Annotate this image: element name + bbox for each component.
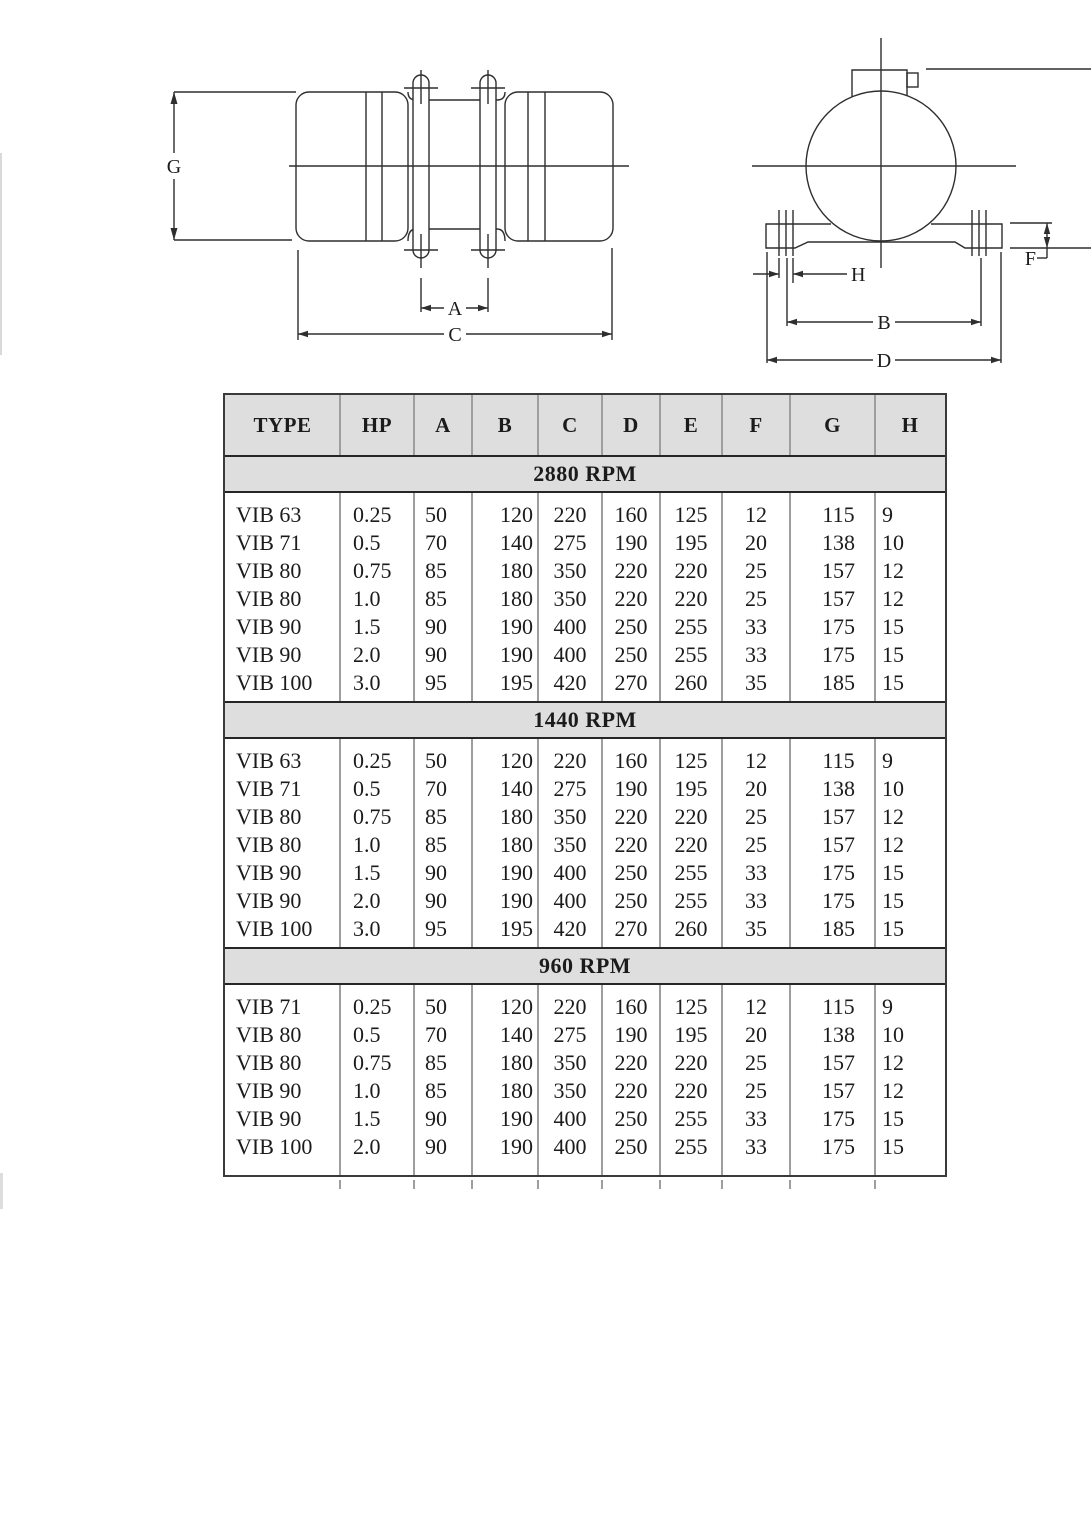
table-cell: 400 <box>553 1134 587 1159</box>
dimension-D <box>767 252 1001 363</box>
table-cell: 120 <box>500 994 533 1019</box>
table-cell: 220 <box>674 558 708 583</box>
table-cell: 195 <box>674 530 708 555</box>
technical-drawing <box>0 0 1091 390</box>
table-row <box>225 915 945 943</box>
dim-label-a: A <box>447 298 463 320</box>
table-cell: 250 <box>614 614 648 639</box>
table-cell: 85 <box>425 804 447 829</box>
table-cell: 160 <box>614 748 648 773</box>
table-cell: 190 <box>614 776 648 801</box>
column-header-e: E <box>683 412 699 437</box>
dim-label-d: D <box>876 350 892 372</box>
scan-edge-artifact <box>0 153 2 355</box>
table-cell: 50 <box>425 502 447 527</box>
column-header-type: TYPE <box>253 412 312 437</box>
table-cell: 12 <box>745 748 767 773</box>
table-cell: 255 <box>674 1134 708 1159</box>
table-row <box>225 803 945 831</box>
table-cell: 400 <box>553 888 587 913</box>
table-cell: 185 <box>822 670 855 695</box>
table-cell: 12 <box>882 1078 904 1103</box>
table-cell: 1.5 <box>353 1106 381 1131</box>
table-cell: 85 <box>425 558 447 583</box>
column-line-tails <box>225 1180 945 1189</box>
dim-label-c: C <box>448 324 462 346</box>
table-cell: 0.75 <box>353 558 392 583</box>
table-cell: 220 <box>553 502 587 527</box>
table-row <box>225 859 945 887</box>
table-cell: 195 <box>500 670 533 695</box>
table-cell: 275 <box>553 530 587 555</box>
table-cell: VIB 90 <box>236 614 302 639</box>
dimension-F <box>1010 223 1091 258</box>
table-cell: 180 <box>500 1050 533 1075</box>
column-header-a: A <box>435 412 451 437</box>
table-cell: 15 <box>882 642 904 667</box>
table-cell: 270 <box>614 916 648 941</box>
section-band-rpm: 1440 RPM <box>225 701 945 739</box>
motor-side-view <box>174 70 629 340</box>
table-row <box>225 1133 945 1161</box>
table-cell: VIB 100 <box>236 670 313 695</box>
table-cell: 190 <box>500 860 533 885</box>
table-cell: 10 <box>882 530 904 555</box>
column-header-h: H <box>901 412 919 437</box>
section-band-rpm: 960 RPM <box>225 947 945 985</box>
table-cell: 25 <box>745 832 767 857</box>
table-cell: 90 <box>425 614 447 639</box>
table-cell: 255 <box>674 1106 708 1131</box>
motor-end-view <box>752 38 1091 363</box>
section-rows <box>225 493 945 701</box>
table-cell: VIB 63 <box>236 748 302 773</box>
table-row <box>225 585 945 613</box>
table-cell: 9 <box>882 748 893 773</box>
table-cell: 255 <box>674 614 708 639</box>
table-cell: 12 <box>745 502 767 527</box>
cable-gland <box>907 73 918 87</box>
table-cell: VIB 63 <box>236 502 302 527</box>
table-cell: 35 <box>745 670 767 695</box>
table-cell: VIB 71 <box>236 530 302 555</box>
table-cell: VIB 80 <box>236 1050 302 1075</box>
table-row <box>225 747 945 775</box>
table-cell: 115 <box>822 994 855 1019</box>
table-cell: 180 <box>500 558 533 583</box>
table-cell: 185 <box>822 916 855 941</box>
table-cell: 180 <box>500 804 533 829</box>
table-cell: 138 <box>822 530 855 555</box>
table-cell: 10 <box>882 1022 904 1047</box>
table-cell: 255 <box>674 860 708 885</box>
table-cell: 0.75 <box>353 804 392 829</box>
dim-label-b: B <box>877 312 891 334</box>
table-row <box>225 775 945 803</box>
table-cell: 250 <box>614 1106 648 1131</box>
table-cell: 220 <box>674 1050 708 1075</box>
table-cell: 85 <box>425 832 447 857</box>
table-cell: VIB 80 <box>236 832 302 857</box>
table-cell: 220 <box>553 994 587 1019</box>
table-cell: 250 <box>614 1134 648 1159</box>
table-cell: 12 <box>882 586 904 611</box>
table-cell: 2.0 <box>353 888 381 913</box>
column-header-f: F <box>749 412 763 437</box>
table-cell: 15 <box>882 1106 904 1131</box>
table-cell: 125 <box>674 502 708 527</box>
table-cell: 400 <box>553 642 587 667</box>
table-cell: 157 <box>822 1078 855 1103</box>
table-row <box>225 993 945 1021</box>
table-cell: 180 <box>500 832 533 857</box>
table-row <box>225 557 945 585</box>
table-cell: 15 <box>882 916 904 941</box>
table-cell: 190 <box>500 614 533 639</box>
table-cell: 9 <box>882 994 893 1019</box>
table-cell: 90 <box>425 642 447 667</box>
table-cell: 10 <box>882 776 904 801</box>
table-row <box>225 1049 945 1077</box>
table-row <box>225 501 945 529</box>
column-header-c: C <box>562 412 578 437</box>
table-cell: 90 <box>425 1106 447 1131</box>
table-cell: 115 <box>822 748 855 773</box>
table-cell: 33 <box>745 860 767 885</box>
table-cell: 12 <box>882 1050 904 1075</box>
table-cell: VIB 90 <box>236 1106 302 1131</box>
table-cell: 0.25 <box>353 502 392 527</box>
table-cell: 350 <box>553 832 587 857</box>
table-cell: 95 <box>425 670 447 695</box>
table-cell: 420 <box>553 916 587 941</box>
table-cell: 140 <box>500 530 533 555</box>
table-row <box>225 1105 945 1133</box>
dimension-G <box>174 92 296 240</box>
column-header-b: B <box>497 412 513 437</box>
table-cell: 3.0 <box>353 670 381 695</box>
table-cell: 15 <box>882 860 904 885</box>
table-sections <box>225 455 945 1175</box>
table-cell: 250 <box>614 642 648 667</box>
table-cell: 157 <box>822 832 855 857</box>
section-band-rpm: 2880 RPM <box>225 455 945 493</box>
table-cell: 138 <box>822 1022 855 1047</box>
table-cell: 85 <box>425 586 447 611</box>
table-cell: 20 <box>745 530 767 555</box>
table-cell: 260 <box>674 916 708 941</box>
table-cell: 220 <box>614 586 648 611</box>
table-cell: VIB 71 <box>236 776 302 801</box>
table-cell: 85 <box>425 1050 447 1075</box>
table-cell: 350 <box>553 804 587 829</box>
table-cell: 120 <box>500 502 533 527</box>
table-cell: 70 <box>425 1022 447 1047</box>
table-row <box>225 613 945 641</box>
table-cell: 25 <box>745 586 767 611</box>
table-cell: 15 <box>882 614 904 639</box>
table-cell: 140 <box>500 1022 533 1047</box>
table-cell: 90 <box>425 860 447 885</box>
table-cell: 25 <box>745 804 767 829</box>
table-cell: 9 <box>882 502 893 527</box>
table-cell: 220 <box>674 832 708 857</box>
table-cell: 195 <box>500 916 533 941</box>
table-cell: 160 <box>614 502 648 527</box>
table-cell: VIB 80 <box>236 558 302 583</box>
table-cell: 220 <box>674 586 708 611</box>
table-cell: 275 <box>553 1022 587 1047</box>
table-cell: 2.0 <box>353 1134 381 1159</box>
table-cell: 0.5 <box>353 1022 381 1047</box>
table-cell: VIB 80 <box>236 804 302 829</box>
table-cell: 220 <box>614 1078 648 1103</box>
table-cell: 250 <box>614 888 648 913</box>
table-cell: 220 <box>614 1050 648 1075</box>
table-cell: VIB 90 <box>236 860 302 885</box>
table-cell: 35 <box>745 916 767 941</box>
table-cell: VIB 90 <box>236 1078 302 1103</box>
table-cell: 25 <box>745 558 767 583</box>
table-cell: 0.75 <box>353 1050 392 1075</box>
table-cell: 420 <box>553 670 587 695</box>
table-cell: 400 <box>553 1106 587 1131</box>
table-cell: 125 <box>674 994 708 1019</box>
table-cell: 25 <box>745 1050 767 1075</box>
dim-label-h: H <box>851 264 866 286</box>
table-cell: VIB 100 <box>236 1134 313 1159</box>
table-cell: 3.0 <box>353 916 381 941</box>
table-cell: 15 <box>882 888 904 913</box>
table-cell: 20 <box>745 1022 767 1047</box>
dim-label-g: G <box>166 156 182 178</box>
table-cell: 220 <box>674 1078 708 1103</box>
table-cell: 0.25 <box>353 994 392 1019</box>
table-cell: 195 <box>674 776 708 801</box>
table-cell: 175 <box>822 614 855 639</box>
table-cell: 90 <box>425 888 447 913</box>
table-cell: 175 <box>822 1106 855 1131</box>
table-cell: 2.0 <box>353 642 381 667</box>
table-cell: 180 <box>500 1078 533 1103</box>
table-cell: 275 <box>553 776 587 801</box>
table-cell: 350 <box>553 558 587 583</box>
table-cell: 350 <box>553 1050 587 1075</box>
table-cell: 260 <box>674 670 708 695</box>
table-cell: 0.5 <box>353 776 381 801</box>
table-header-row <box>225 395 945 455</box>
table-cell: 255 <box>674 642 708 667</box>
table-cell: 0.25 <box>353 748 392 773</box>
column-header-hp: HP <box>361 412 393 437</box>
table-cell: 255 <box>674 888 708 913</box>
table-cell: 180 <box>500 586 533 611</box>
section-rows <box>225 739 945 947</box>
table-cell: 1.0 <box>353 832 381 857</box>
table-cell: 0.5 <box>353 530 381 555</box>
table-cell: 220 <box>614 558 648 583</box>
table-cell: 220 <box>614 804 648 829</box>
table-cell: 140 <box>500 776 533 801</box>
table-cell: 175 <box>822 1134 855 1159</box>
table-cell: 190 <box>614 530 648 555</box>
table-cell: 220 <box>674 804 708 829</box>
table-cell: VIB 90 <box>236 888 302 913</box>
table-cell: 157 <box>822 1050 855 1075</box>
scan-edge-artifact <box>0 1173 3 1209</box>
table-cell: 350 <box>553 586 587 611</box>
table-cell: 195 <box>674 1022 708 1047</box>
table-cell: 157 <box>822 804 855 829</box>
table-cell: VIB 90 <box>236 642 302 667</box>
table-cell: 350 <box>553 1078 587 1103</box>
table-cell: 175 <box>822 642 855 667</box>
table-cell: 138 <box>822 776 855 801</box>
mounting-slots <box>779 210 986 256</box>
table-cell: 160 <box>614 994 648 1019</box>
table-cell: 85 <box>425 1078 447 1103</box>
table-cell: 12 <box>882 832 904 857</box>
table-cell: 1.5 <box>353 614 381 639</box>
table-row <box>225 887 945 915</box>
table-cell: 157 <box>822 558 855 583</box>
table-row <box>225 529 945 557</box>
table-row <box>225 669 945 697</box>
table-cell: 15 <box>882 670 904 695</box>
table-cell: 125 <box>674 748 708 773</box>
table-cell: 190 <box>500 888 533 913</box>
table-row <box>225 831 945 859</box>
column-header-d: D <box>623 412 639 437</box>
table-cell: 25 <box>745 1078 767 1103</box>
table-cell: VIB 100 <box>236 916 313 941</box>
table-cell: 175 <box>822 860 855 885</box>
section-rows <box>225 985 945 1175</box>
table-cell: 33 <box>745 614 767 639</box>
table-cell: 400 <box>553 614 587 639</box>
table-cell: 33 <box>745 1134 767 1159</box>
table-cell: 95 <box>425 916 447 941</box>
table-cell: 270 <box>614 670 648 695</box>
table-cell: 1.5 <box>353 860 381 885</box>
table-cell: VIB 80 <box>236 1022 302 1047</box>
table-cell: 115 <box>822 502 855 527</box>
table-cell: 70 <box>425 530 447 555</box>
table-cell: VIB 71 <box>236 994 302 1019</box>
table-cell: 190 <box>500 642 533 667</box>
table-cell: 1.0 <box>353 586 381 611</box>
table-cell: 15 <box>882 1134 904 1159</box>
column-header-g: G <box>824 412 841 437</box>
table-row <box>225 1077 945 1105</box>
dimension-spec-table <box>223 393 947 1177</box>
table-cell: 190 <box>614 1022 648 1047</box>
table-cell: 190 <box>500 1106 533 1131</box>
table-cell: 33 <box>745 888 767 913</box>
table-cell: 33 <box>745 1106 767 1131</box>
table-cell: 12 <box>745 994 767 1019</box>
table-cell: 400 <box>553 860 587 885</box>
table-cell: 50 <box>425 748 447 773</box>
table-cell: 220 <box>614 832 648 857</box>
mounting-foot <box>766 224 1002 248</box>
table-cell: 70 <box>425 776 447 801</box>
table-cell: 1.0 <box>353 1078 381 1103</box>
table-cell: 20 <box>745 776 767 801</box>
table-cell: 12 <box>882 558 904 583</box>
table-cell: VIB 80 <box>236 586 302 611</box>
table-cell: 90 <box>425 1134 447 1159</box>
table-row <box>225 1021 945 1049</box>
table-cell: 175 <box>822 888 855 913</box>
table-cell: 50 <box>425 994 447 1019</box>
table-cell: 157 <box>822 586 855 611</box>
table-cell: 250 <box>614 860 648 885</box>
table-row <box>225 641 945 669</box>
table-cell: 33 <box>745 642 767 667</box>
table-cell: 120 <box>500 748 533 773</box>
table-cell: 190 <box>500 1134 533 1159</box>
dim-label-f: F <box>1024 248 1036 270</box>
table-cell: 220 <box>553 748 587 773</box>
table-cell: 12 <box>882 804 904 829</box>
